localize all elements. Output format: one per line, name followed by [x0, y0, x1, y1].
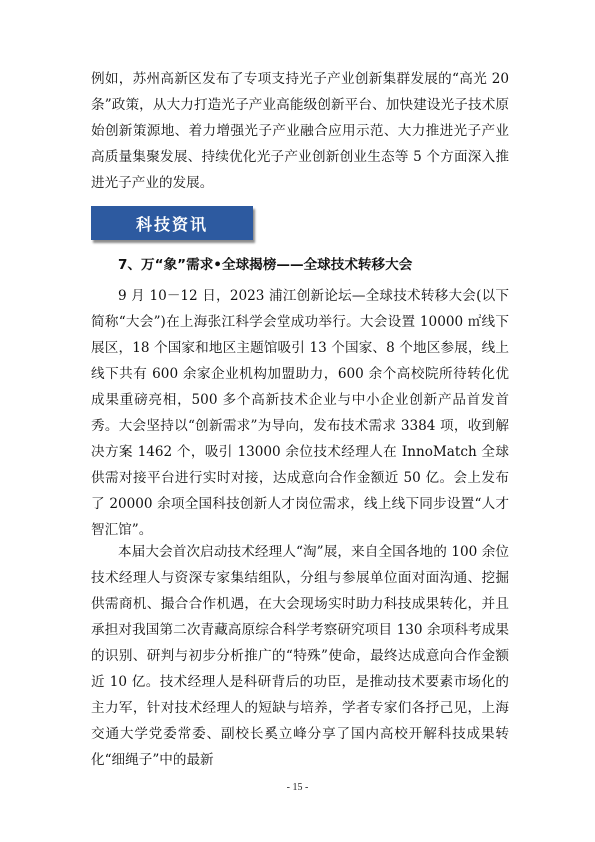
- article-heading: 7、万“象”需求•全球揭榜——全球技术转移大会: [118, 257, 413, 273]
- page-number: - 15 -: [286, 782, 309, 793]
- section-banner-label: 科技资讯: [135, 214, 208, 234]
- tech-managers-paragraph: 本届大会首次启动技术经理人“淘”展，来自全国各地的 100 余位技术经理人与资深专家集结组队，分组与参展单位面对面沟通、挖掘供需商机、撮合合作机遇，在大会现场实时助力科技成果转化，并且承担对我国第二次青藏高原综合科学考察研究项目 130 余项科考成果的识别、研判与初步分析推广的“特殊”使命，最终达成意向合作金额近 10 亿。技术经理人是科研背后的功臣，是推动技术要素市场化的主力军，针对技术经理人的短缺与培养，学者专家们各抒己见，上海交通大学党委常委、副校长奚立峰分享了国内高校开解科技成果转化“细绳子”中的最新: [91, 544, 509, 768]
- section-banner: [91, 206, 253, 240]
- event-summary-paragraph: 9 月 10－12 日，2023 浦江创新论坛—全球技术转移大会(以下简称“大会”)在上海张江科学会堂成功举行。大会设置 10000 ㎡线下展区，18 个国家和地区主题馆吸引 13 个国家、8 个地区参展，线上线下共有 600 余家企业机构加盟助力，600 余个高校院所待转化优成果重磅亮相，500 多个高新技术企业与中小企业创新产品首发首秀。大会坚持以“创新需求”为导向，发布技术需求 3384 项，收到解决方案 1462 个，吸引 13000 余位技术经理人在 InnoMatch 全球供需对接平台进行实时对接，达成意向合作金额近 50 亿。会上发布了 20000 余项全国科技创新人才岗位需求，线上线下同步设置“人才智汇馆”。: [91, 288, 509, 538]
- intro-paragraph: 例如，苏州高新区发布了专项支持光子产业创新集群发展的“高光 20 条”政策，从大力打造光子产业高能级创新平台、加快建设光子技术原始创新策源地、着力增强光子产业融合应用示范、大力推进光子产业高质量集聚发展、持续优化光子产业创新创业生态等 5 个方面深入推进光子产业的发展。: [91, 71, 509, 191]
